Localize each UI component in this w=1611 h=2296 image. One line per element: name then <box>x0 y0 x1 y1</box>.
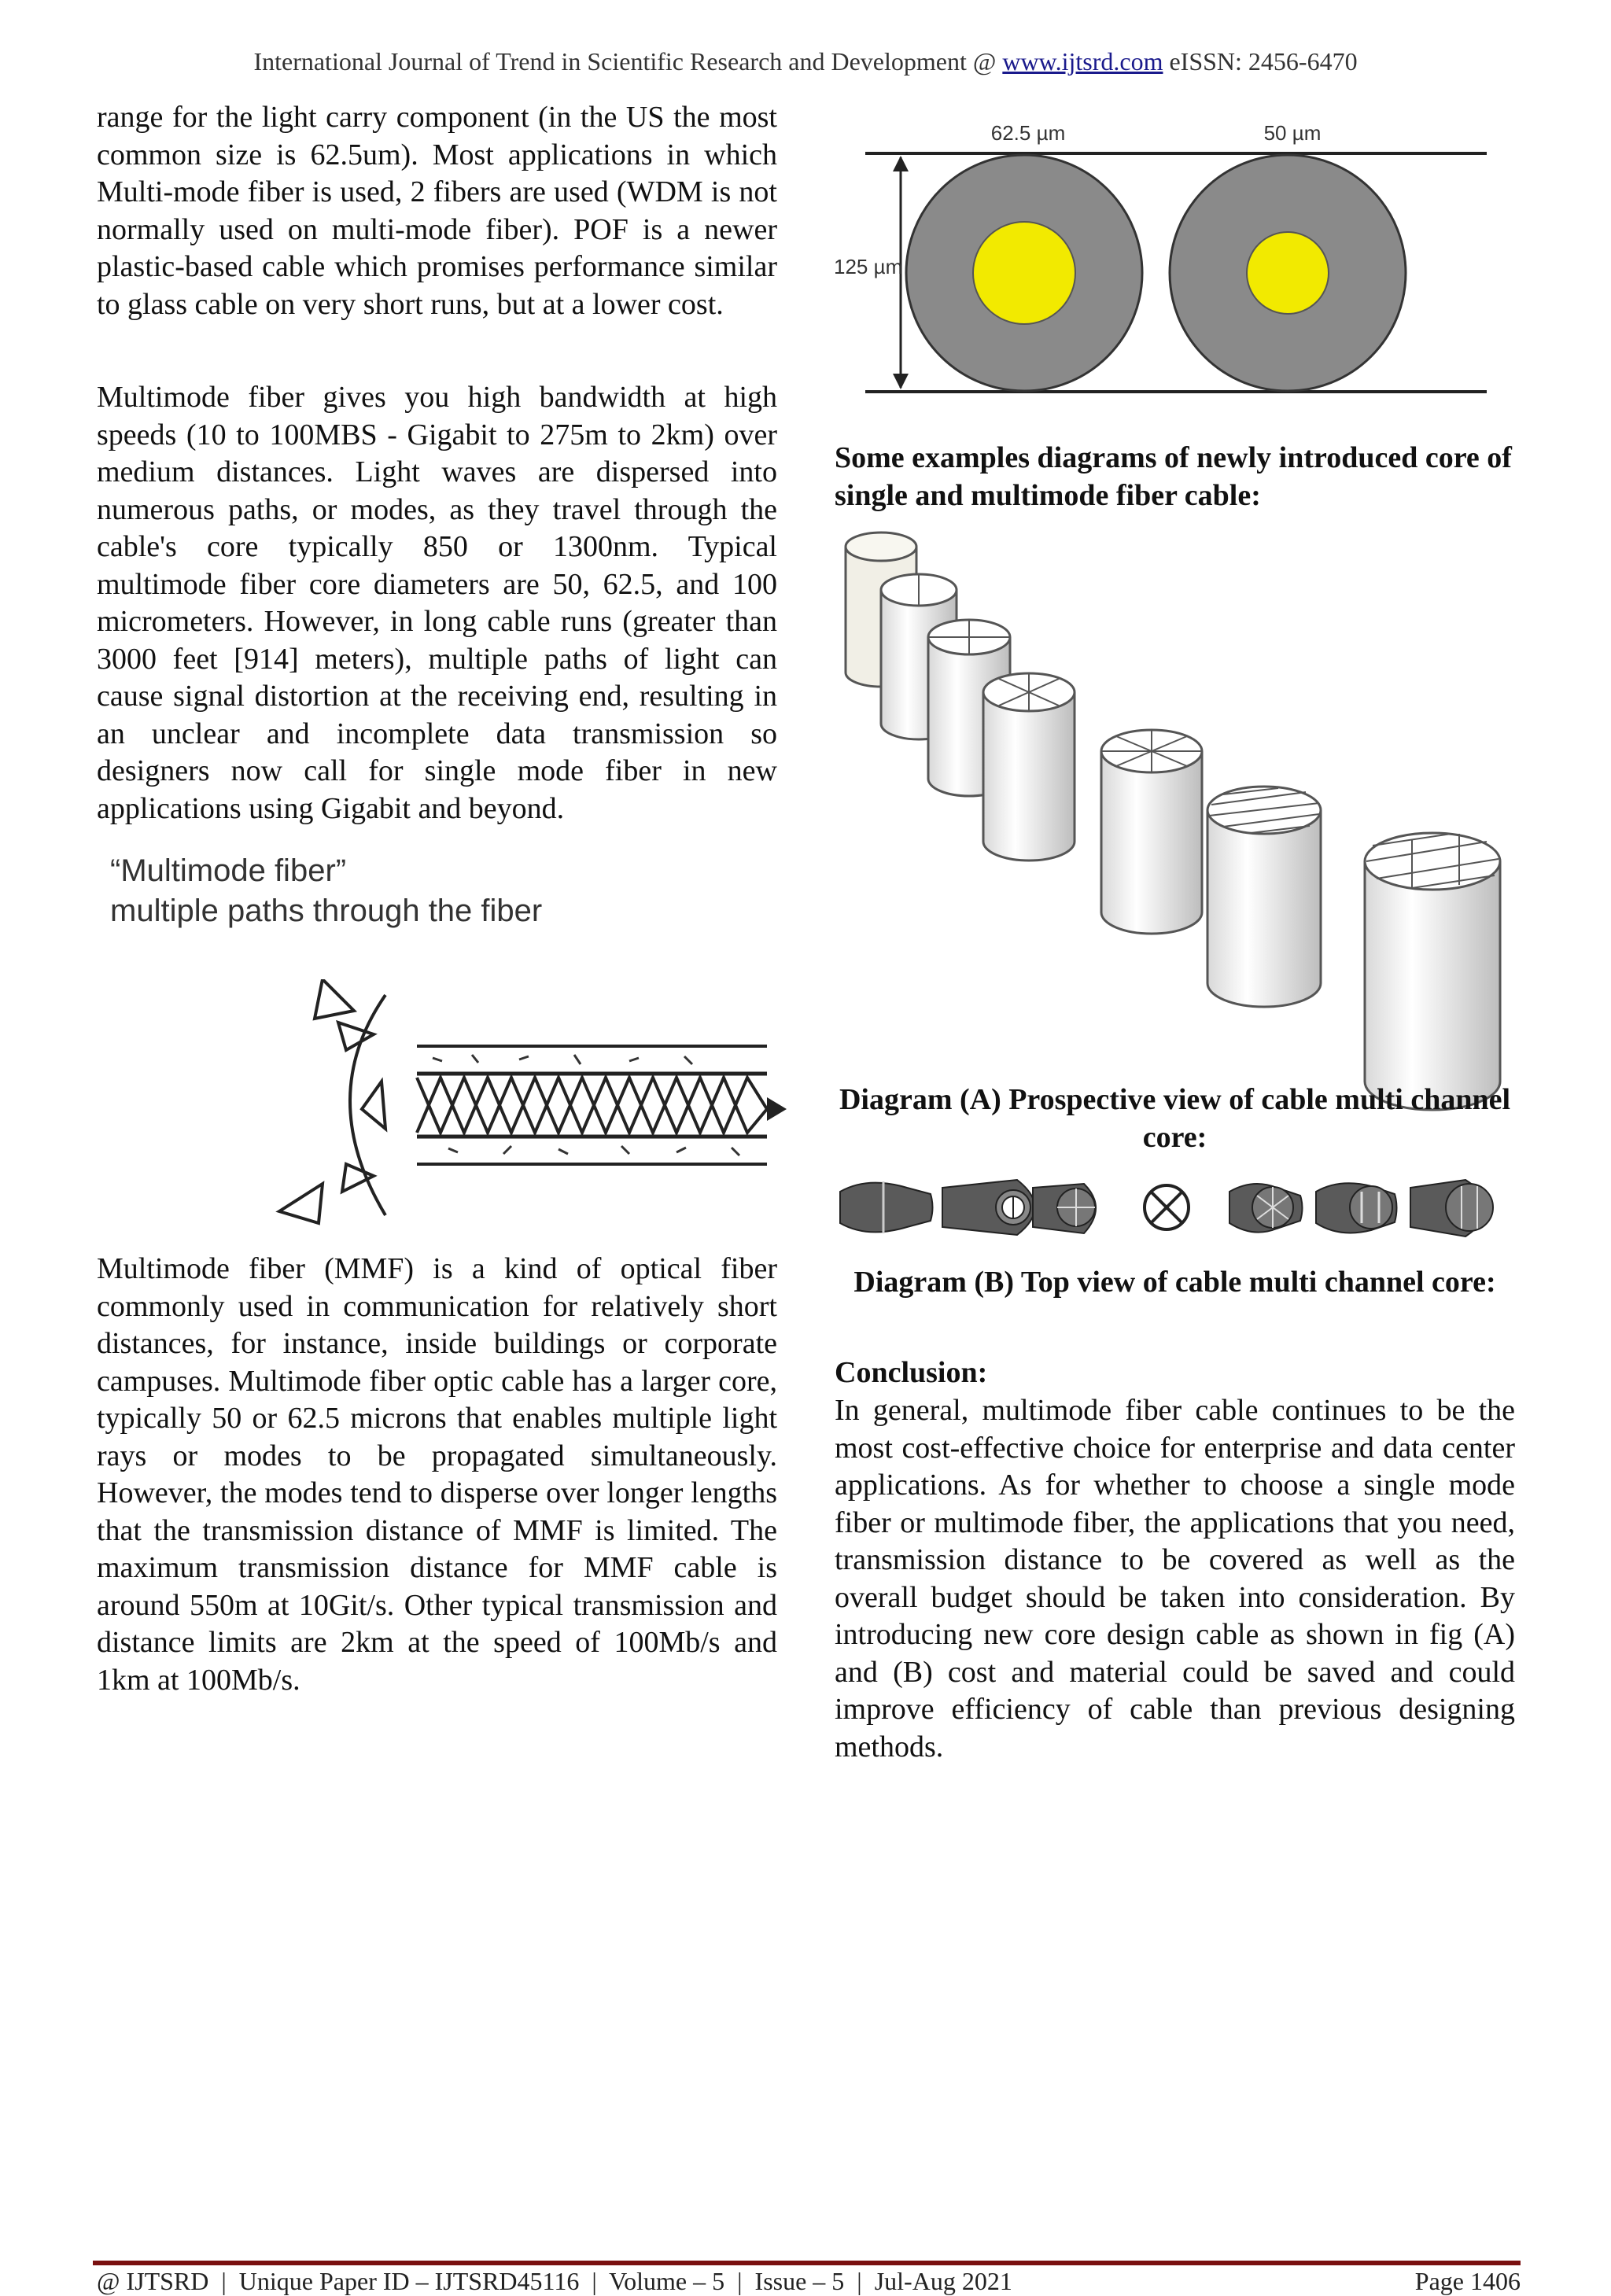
caption-diagram-b: Diagram (B) Top view of cable multi channel core: <box>853 1266 1496 1299</box>
footer-page-number: Page 1406 <box>1414 2267 1521 2295</box>
figure-title-line-1: “Multimode fiber” <box>110 853 347 888</box>
fiber-cross-section-diagram <box>830 116 1491 407</box>
multimode-path-diagram <box>267 979 802 1231</box>
issn: eISSN: 2456-6470 <box>1163 47 1358 76</box>
paragraph-2: Multimode fiber gives you high bandwidth at high speeds (10 to 100MBS - Gigabit to 275m to 2km) over medium distances. Light waves are dispersed into numerous paths, or modes, as they travel through the cable's core typically 850 or 1300nm. Typical multimode fiber core diameters are 50, 62.5, and 100 micrometers. However, in long cable runs (greater than 3000 feet [914] meters), multiple paths of light can cause signal distortion at the receiving end, resulting in an unclear and incomplete data transmission so designers now call for single mode fiber in new applications using Gigabit and beyond. <box>97 381 777 825</box>
core-label-62-5: 62.5 µm <box>990 121 1066 145</box>
paragraph-3: Multimode fiber (MMF) is a kind of optical fiber commonly used in communication for relatively short distances, for instance, inside buildings or corporate campuses. Multimode fiber optic cable has a larger core, typically 50 or 62.5 microns that enables multiple light rays or modes to be propagated simultaneously. However, the modes tend to disperse over longer lengths that the transmission distance of MMF is limited. The maximum transmission distance for MMF cable is around 550m at 10Git/s. Other typical transmission and distance limits are 2km at the speed of 100Mb/s and 1km at 100Mb/s. <box>97 1252 777 1697</box>
conclusion-heading: Conclusion: <box>835 1356 988 1389</box>
caption-diagram-a: Diagram (A) Prospective view of cable multi channel core: <box>839 1083 1511 1154</box>
cylinder-4 <box>983 673 1075 861</box>
multimode-figure-title <box>110 853 542 929</box>
cylinder-5 <box>1101 730 1202 934</box>
journal-url-link[interactable]: www.ijtsrd.com <box>1002 47 1163 76</box>
top-view-core-diagram <box>836 1172 1513 1243</box>
section-heading: Some examples diagrams of newly introduced core of single and multimode fiber cable: <box>835 441 1512 512</box>
paragraph-1: range for the light carry component (in the US the most common size is 62.5um). Most applications in which Multi-mode fiber is used, 2 fibers are used (WDM is not normally used on multi-mode fiber). POF is a newer plastic-based cable which promises performance similar to glass cable on very short runs, but at a lower cost. <box>97 101 777 321</box>
footer-paper-info: @ IJTSRD | Unique Paper ID – IJTSRD45116 | Volume – 5 | Issue – 5 | Jul-Aug 2021 <box>97 2267 1012 2295</box>
journal-name: International Journal of Trend in Scientific Research and Development @ <box>253 47 1003 76</box>
cladding-label-125: 125 µm <box>834 255 903 278</box>
cylinder-6 <box>1207 787 1321 1007</box>
running-header <box>0 47 1611 76</box>
conclusion-text: In general, multimode fiber cable continues to be the most cost-effective choice for enterprise and data center applications. As for whether to choose a single mode fiber or multimode fiber, the applications that you need, transmission distance to be covered as well as the overall budget should be taken into consideration. By introducing new core design cable as shown in fig (A) and (B) cost and material could be saved and could improve efficiency of cable than previous designing methods. <box>835 1394 1515 1763</box>
figure-title-line-2: multiple paths through the fiber <box>110 894 543 928</box>
footer <box>97 2267 1521 2296</box>
footer-rule <box>93 2261 1521 2265</box>
cylinder-7 <box>1365 833 1500 1110</box>
perspective-core-diagram <box>838 515 1514 1113</box>
core-label-50: 50 µm <box>1263 121 1322 145</box>
